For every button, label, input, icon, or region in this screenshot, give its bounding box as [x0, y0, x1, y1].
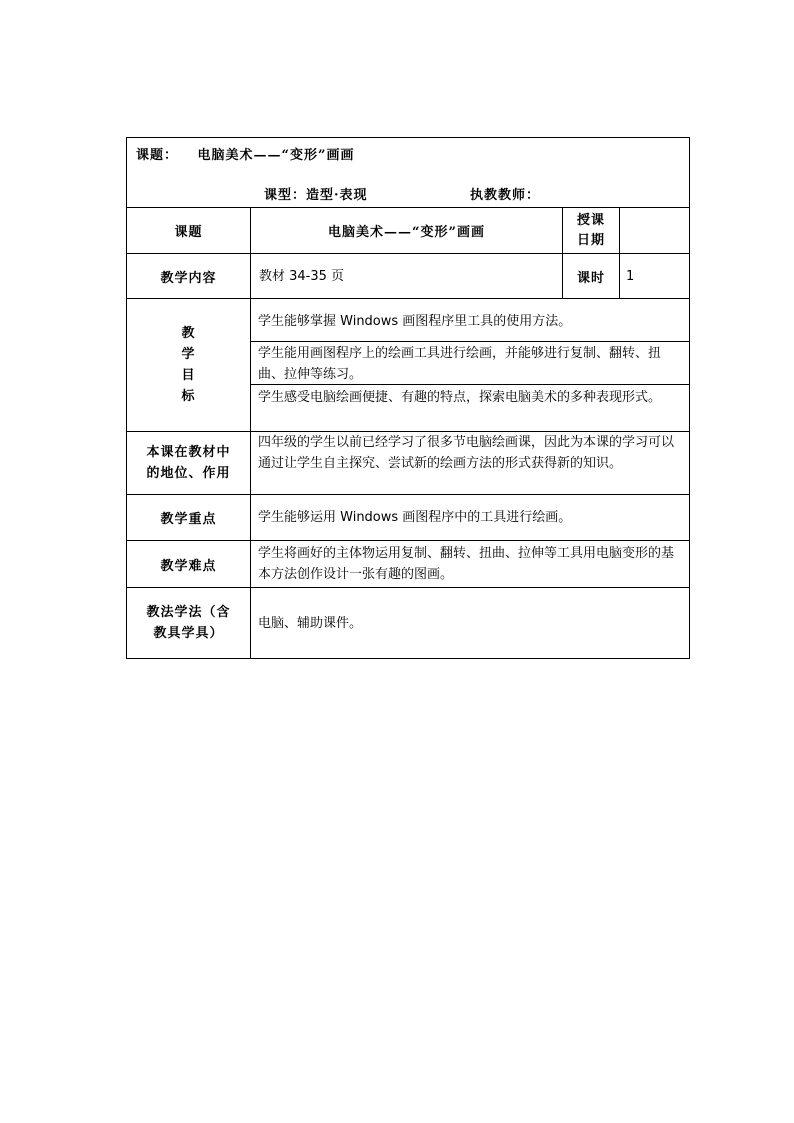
hours-value: 1 — [626, 268, 635, 284]
content-label: 教学内容 — [160, 270, 217, 286]
content-value: 教材 34-35 页 — [259, 268, 345, 284]
position-value: 四年级的学生以前已经学习了很多节电脑绘画课，因此为本课的学习可以通过让学生自主探究、尝试新的绘画方法的形式获得新的知识。 — [258, 435, 675, 471]
goal-item: 学生能用画图程序上的绘画工具进行绘画，并能够进行复制、翻转、扭曲、拉伸等练习。 — [251, 342, 689, 385]
position-label-line: 的地位、作用 — [146, 466, 231, 481]
methods-label-line: 教法学法（含 — [146, 605, 231, 620]
methods-value: 电脑、辅助课件。 — [258, 615, 363, 631]
goals-label-char: 目 — [181, 368, 196, 383]
topic-row — [127, 208, 689, 254]
hours-label: 课时 — [576, 270, 605, 286]
key-point-label: 教学重点 — [160, 512, 217, 527]
content-row — [127, 254, 689, 299]
topic-label: 课题 — [174, 225, 203, 240]
title-label: 课题： — [136, 148, 179, 163]
type-label: 课型： — [264, 188, 307, 203]
goals-label-char: 标 — [181, 389, 196, 404]
header-row — [127, 138, 689, 208]
date-label-1: 授课 — [576, 212, 605, 228]
key-point-row — [127, 495, 689, 541]
methods-label-line: 教具学具） — [153, 626, 224, 641]
position-row — [127, 432, 689, 495]
goals-row — [127, 299, 689, 432]
goal-item: 学生感受电脑绘画便捷、有趣的特点，探索电脑美术的多种表现形式。 — [258, 390, 662, 405]
title-value: 电脑美术——“变形”画画 — [197, 148, 355, 163]
date-label-2: 日期 — [576, 232, 605, 248]
key-point-value: 学生能够运用 Windows 画图程序中的工具进行绘画。 — [258, 510, 572, 525]
difficulty-label: 教学难点 — [160, 558, 217, 574]
type-value: 造型·表现 — [306, 188, 368, 203]
goals-label-char: 教 — [181, 326, 196, 341]
goal-item: 学生能够掌握 Windows 画图程序里工具的使用方法。 — [251, 299, 689, 342]
difficulty-value: 学生将画好的主体物运用复制、翻转、扭曲、拉伸等工具用电脑变形的基本方法创作设计一张有趣的图画。 — [258, 546, 675, 582]
difficulty-row — [127, 541, 689, 588]
methods-row — [127, 588, 689, 658]
position-label-line: 本课在教材中 — [146, 445, 231, 460]
lesson-plan-table — [126, 137, 690, 659]
goals-label-char: 学 — [181, 347, 196, 362]
topic-value: 电脑美术——“变形”画画 — [328, 225, 485, 240]
teacher-label: 执教教师： — [470, 188, 541, 203]
